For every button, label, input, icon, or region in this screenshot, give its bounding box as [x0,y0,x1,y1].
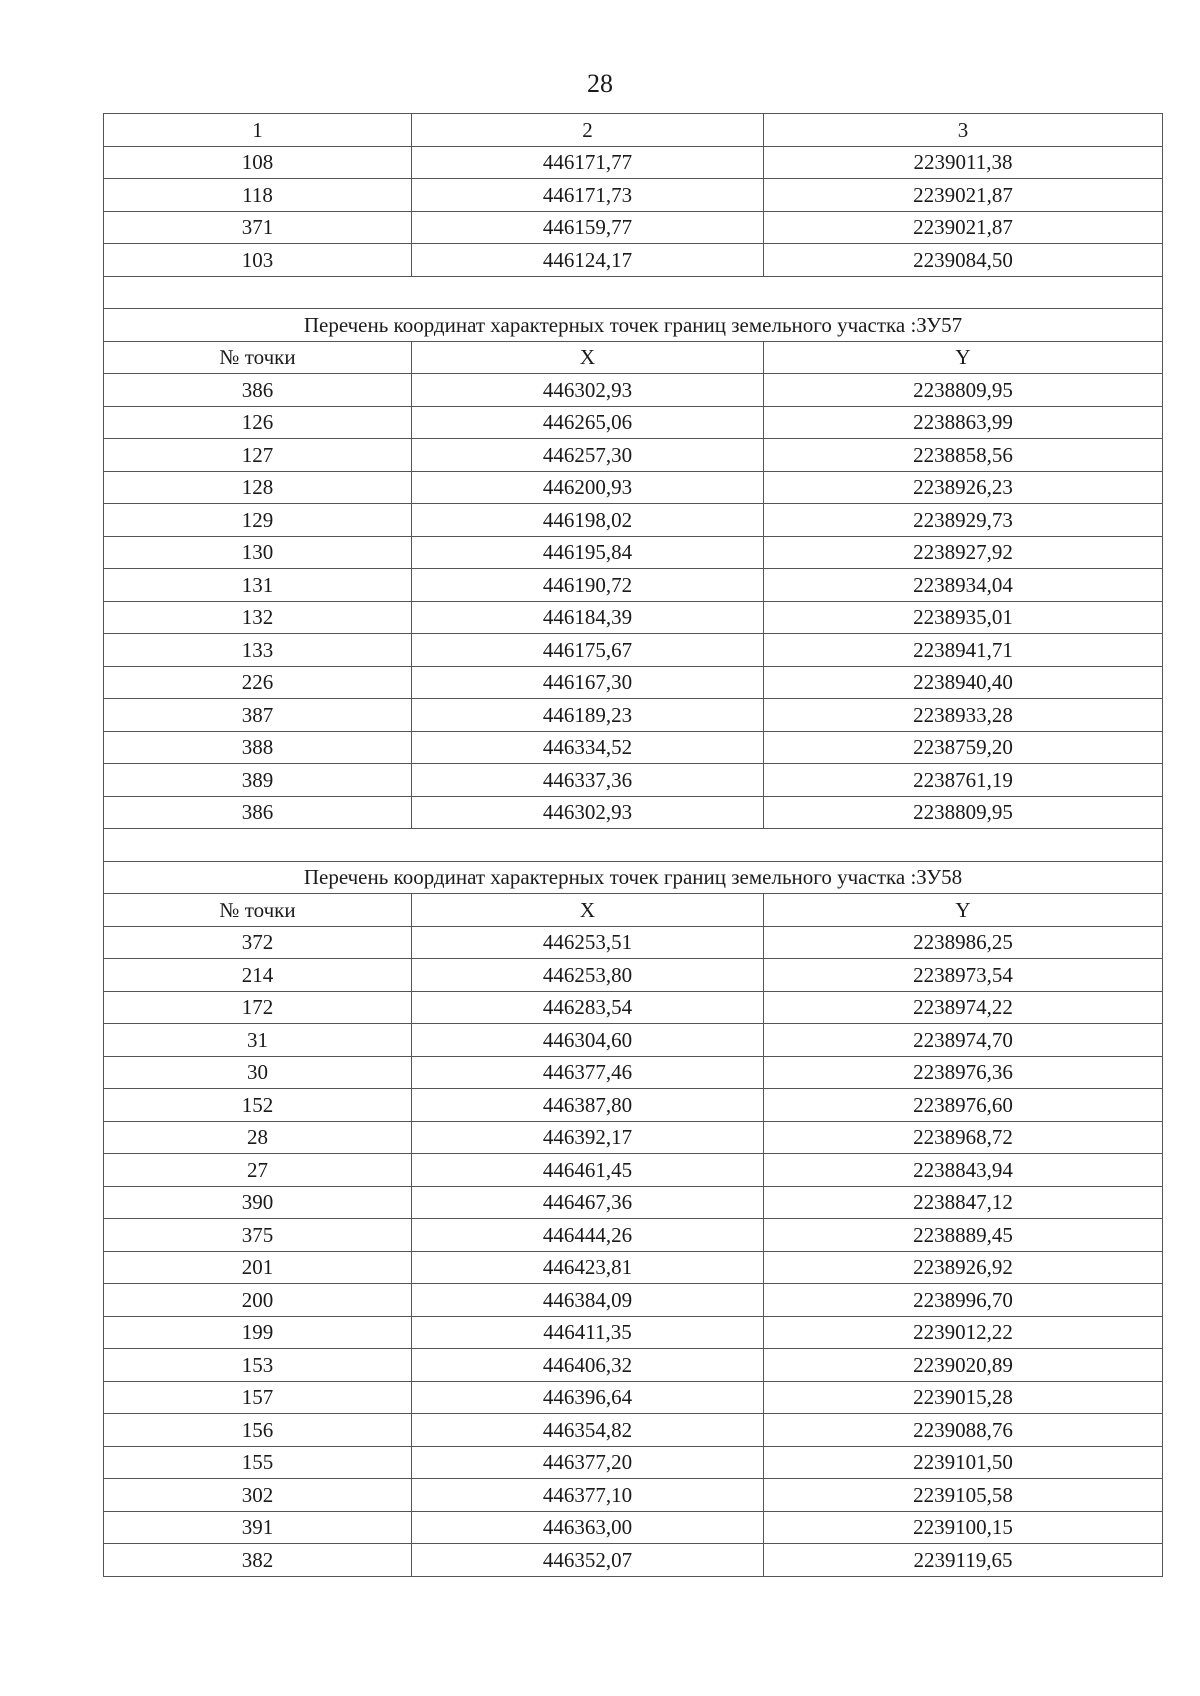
y-coordinate-cell: 2238926,23 [764,471,1163,504]
y-coordinate-cell: 2238941,71 [764,634,1163,667]
table-row [104,1381,1163,1414]
x-coordinate-cell: 446124,17 [412,244,764,277]
table-row [104,731,1163,764]
y-coordinate-cell: 2238889,45 [764,1219,1163,1252]
x-coordinate-cell: 446283,54 [412,991,764,1024]
point-number-cell: 214 [104,959,412,992]
point-number-cell: 391 [104,1511,412,1544]
point-number-cell: 131 [104,569,412,602]
x-header: X [412,341,764,374]
table-row [104,1316,1163,1349]
point-number-cell: 172 [104,991,412,1024]
x-header: X [412,894,764,927]
table-row [104,504,1163,537]
table-row [104,959,1163,992]
x-coordinate-cell: 446265,06 [412,406,764,439]
x-coordinate-cell: 446354,82 [412,1414,764,1447]
point-number-header: № точки [104,341,412,374]
y-coordinate-cell: 2238759,20 [764,731,1163,764]
point-number-cell: 128 [104,471,412,504]
point-number-cell: 386 [104,374,412,407]
x-coordinate-cell: 446190,72 [412,569,764,602]
y-coordinate-cell: 2238847,12 [764,1186,1163,1219]
table-row [104,1186,1163,1219]
x-coordinate-cell: 446304,60 [412,1024,764,1057]
x-coordinate-cell: 446444,26 [412,1219,764,1252]
point-number-cell: 130 [104,536,412,569]
table-row [104,1154,1163,1187]
y-coordinate-cell: 2238843,94 [764,1154,1163,1187]
point-number-cell: 153 [104,1349,412,1382]
table-row [104,211,1163,244]
spacer-cell [104,276,1163,309]
y-coordinate-cell: 2239015,28 [764,1381,1163,1414]
y-coordinate-cell: 2239119,65 [764,1544,1163,1577]
table-row [104,244,1163,277]
x-coordinate-cell: 446302,93 [412,796,764,829]
x-coordinate-cell: 446175,67 [412,634,764,667]
x-coordinate-cell: 446363,00 [412,1511,764,1544]
table-row [104,666,1163,699]
y-coordinate-cell: 2238926,92 [764,1251,1163,1284]
x-coordinate-cell: 446377,10 [412,1479,764,1512]
point-number-cell: 156 [104,1414,412,1447]
y-coordinate-cell: 2238934,04 [764,569,1163,602]
point-number-cell: 133 [104,634,412,667]
x-coordinate-cell: 446461,45 [412,1154,764,1187]
section-title: Перечень координат характерных точек границ земельного участка :ЗУ58 [104,861,1163,894]
x-coordinate-cell: 446200,93 [412,471,764,504]
table-row [104,1089,1163,1122]
y-header: Y [764,341,1163,374]
y-coordinate-cell: 2239012,22 [764,1316,1163,1349]
point-number-cell: 390 [104,1186,412,1219]
table-row [104,991,1163,1024]
coordinates-table-body [104,114,1163,1577]
point-number-cell: 118 [104,179,412,212]
table-row [104,1544,1163,1577]
table-row [104,471,1163,504]
table-row [104,1056,1163,1089]
y-coordinate-cell: 2239021,87 [764,179,1163,212]
y-coordinate-cell: 2239084,50 [764,244,1163,277]
table-row [104,1349,1163,1382]
table-row [104,764,1163,797]
column-number-cell: 1 [104,114,412,147]
y-coordinate-cell: 2238940,40 [764,666,1163,699]
x-coordinate-cell: 446253,51 [412,926,764,959]
table-row [104,179,1163,212]
point-number-cell: 375 [104,1219,412,1252]
point-number-cell: 201 [104,1251,412,1284]
table-row [104,796,1163,829]
y-coordinate-cell: 2239101,50 [764,1446,1163,1479]
table-row [104,1024,1163,1057]
y-coordinate-cell: 2238973,54 [764,959,1163,992]
x-coordinate-cell: 446377,20 [412,1446,764,1479]
x-coordinate-cell: 446334,52 [412,731,764,764]
x-coordinate-cell: 446257,30 [412,439,764,472]
x-coordinate-cell: 446406,32 [412,1349,764,1382]
x-coordinate-cell: 446171,73 [412,179,764,212]
x-coordinate-cell: 446392,17 [412,1121,764,1154]
x-coordinate-cell: 446411,35 [412,1316,764,1349]
y-coordinate-cell: 2238927,92 [764,536,1163,569]
point-number-cell: 302 [104,1479,412,1512]
y-coordinate-cell: 2238996,70 [764,1284,1163,1317]
x-coordinate-cell: 446352,07 [412,1544,764,1577]
point-number-cell: 108 [104,146,412,179]
y-coordinate-cell: 2238976,60 [764,1089,1163,1122]
section-title-row [104,861,1163,894]
point-number-cell: 372 [104,926,412,959]
y-coordinate-cell: 2238809,95 [764,374,1163,407]
column-number-row [104,114,1163,147]
x-coordinate-cell: 446167,30 [412,666,764,699]
table-row [104,634,1163,667]
point-number-cell: 386 [104,796,412,829]
point-number-cell: 200 [104,1284,412,1317]
point-number-cell: 155 [104,1446,412,1479]
x-coordinate-cell: 446159,77 [412,211,764,244]
table-row [104,1479,1163,1512]
page-number: 28 [587,69,613,98]
point-number-cell: 126 [104,406,412,439]
table-row [104,1414,1163,1447]
table-row [104,1219,1163,1252]
x-coordinate-cell: 446302,93 [412,374,764,407]
section-header-row [104,341,1163,374]
table-row [104,1284,1163,1317]
y-coordinate-cell: 2239105,58 [764,1479,1163,1512]
point-number-cell: 30 [104,1056,412,1089]
point-number-cell: 371 [104,211,412,244]
x-coordinate-cell: 446195,84 [412,536,764,569]
section-title: Перечень координат характерных точек границ земельного участка :ЗУ57 [104,309,1163,342]
point-number-cell: 382 [104,1544,412,1577]
point-number-cell: 127 [104,439,412,472]
y-coordinate-cell: 2238968,72 [764,1121,1163,1154]
spacer-cell [104,829,1163,862]
point-number-cell: 27 [104,1154,412,1187]
table-row [104,1446,1163,1479]
x-coordinate-cell: 446396,64 [412,1381,764,1414]
x-coordinate-cell: 446384,09 [412,1284,764,1317]
point-number-cell: 132 [104,601,412,634]
table-row [104,374,1163,407]
point-number-cell: 389 [104,764,412,797]
point-number-cell: 157 [104,1381,412,1414]
table-row [104,1121,1163,1154]
y-coordinate-cell: 2238974,22 [764,991,1163,1024]
table-row [104,926,1163,959]
y-coordinate-cell: 2239100,15 [764,1511,1163,1544]
point-number-cell: 31 [104,1024,412,1057]
y-coordinate-cell: 2238933,28 [764,699,1163,732]
column-number-cell: 2 [412,114,764,147]
y-coordinate-cell: 2238761,19 [764,764,1163,797]
x-coordinate-cell: 446467,36 [412,1186,764,1219]
x-coordinate-cell: 446337,36 [412,764,764,797]
table-row [104,1251,1163,1284]
column-number-cell: 3 [764,114,1163,147]
x-coordinate-cell: 446184,39 [412,601,764,634]
y-header: Y [764,894,1163,927]
x-coordinate-cell: 446253,80 [412,959,764,992]
y-coordinate-cell: 2239020,89 [764,1349,1163,1382]
y-coordinate-cell: 2239088,76 [764,1414,1163,1447]
point-number-cell: 152 [104,1089,412,1122]
coordinates-table [103,113,1163,1577]
table-row [104,601,1163,634]
y-coordinate-cell: 2238986,25 [764,926,1163,959]
section-header-row [104,894,1163,927]
y-coordinate-cell: 2238935,01 [764,601,1163,634]
point-number-cell: 226 [104,666,412,699]
section-title-row [104,309,1163,342]
y-coordinate-cell: 2238809,95 [764,796,1163,829]
x-coordinate-cell: 446423,81 [412,1251,764,1284]
x-coordinate-cell: 446171,77 [412,146,764,179]
table-row [104,406,1163,439]
x-coordinate-cell: 446377,46 [412,1056,764,1089]
y-coordinate-cell: 2239021,87 [764,211,1163,244]
point-number-cell: 103 [104,244,412,277]
y-coordinate-cell: 2238858,56 [764,439,1163,472]
x-coordinate-cell: 446198,02 [412,504,764,537]
y-coordinate-cell: 2238974,70 [764,1024,1163,1057]
table-row [104,536,1163,569]
point-number-cell: 388 [104,731,412,764]
point-number-cell: 28 [104,1121,412,1154]
table-row [104,1511,1163,1544]
table-row [104,439,1163,472]
table-row [104,146,1163,179]
point-number-cell: 387 [104,699,412,732]
y-coordinate-cell: 2239011,38 [764,146,1163,179]
y-coordinate-cell: 2238863,99 [764,406,1163,439]
table-row [104,699,1163,732]
y-coordinate-cell: 2238976,36 [764,1056,1163,1089]
section-spacer-row [104,829,1163,862]
point-number-header: № точки [104,894,412,927]
point-number-cell: 129 [104,504,412,537]
x-coordinate-cell: 446387,80 [412,1089,764,1122]
y-coordinate-cell: 2238929,73 [764,504,1163,537]
section-spacer-row [104,276,1163,309]
point-number-cell: 199 [104,1316,412,1349]
table-row [104,569,1163,602]
x-coordinate-cell: 446189,23 [412,699,764,732]
